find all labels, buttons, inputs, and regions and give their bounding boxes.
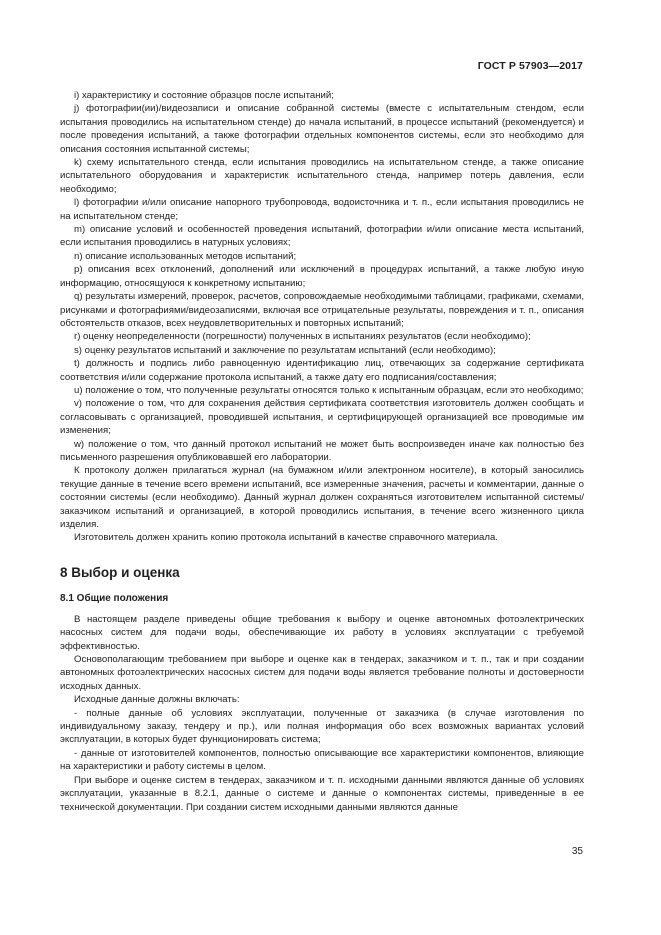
list-item: s) оценку результатов испытаний и заключение по результатам испытаний (если необходимо); (74, 344, 496, 356)
list-item: u) положение о том, что полученные результаты относятся только к испытанным образцам, если это необходимо; (74, 384, 584, 396)
list-item: n) описание использованных методов испытаний; (74, 250, 297, 262)
document-body (60, 89, 584, 814)
standard-code: ГОСТ Р 57903—2017 (477, 60, 583, 72)
journal-paragraph: К протоколу должен прилагаться журнал (на бумажном и/или электронном носителе), в который заносились текущие данные в течение всего времени испытаний, все измеренные значения, расчеты и комментарии, данные о состоянии системы (если необходимо). Данный журнал должен сохраняться изготовителем испытанной системы/заказчиком испытаний и организацией, в которой проводились испытания, в течение всего жизненного цикла изделия. (60, 465, 584, 530)
subsection-heading: 8.1 Общие положения (60, 592, 169, 604)
section-heading: 8 Выбор и оценка (60, 564, 180, 580)
journal-paragraph: Изготовитель должен хранить копию протокола испытаний в качестве справочного материала. (74, 532, 498, 544)
list-item: i) характеристику и состояние образцов после испытаний; (74, 90, 334, 101)
list-item: w) положение о том, что данный протокол испытаний не может быть воспроизведен иначе как полностью без письменного разрешения опубликовавшей его лаборатории. (60, 438, 584, 463)
body-paragraph: Основополагающим требованием при выборе и оценке как в тендерах, заказчиком и т. п., так и при создании автономных фотоэлектрических насосных систем для подачи воды является требование полноты и достоверности исходных данных. (60, 654, 584, 692)
body-paragraph: При выборе и оценке систем в тендерах, заказчиком и т. п. исходными данными являются данные об условиях эксплуатации, указанные в 8.2.1, данные о системе и данные о компонентах системы, приведенные в ее технической документации. При создании систем исходными данными являются данные (60, 774, 584, 813)
body-paragraph: В настоящем разделе приведены общие требования к выбору и оценке автономных фотоэлектрических насосных систем для подачи воды, обеспечивающие их работу в условиях эксплуатации с требуемой эффективностью. (60, 613, 584, 652)
list-item: p) описания всех отклонений, дополнений или исключений в процедурах испытаний, а также любую иную информацию, относящуюся к конкретному испытанию; (60, 264, 584, 289)
requirements-list (60, 89, 584, 464)
list-item: k) схему испытательного стенда, если испытания проводились на испытательном стенде, а также описание испытательного оборудования и характеристик испытательного стенда, например потерь давления, если необходимо; (60, 157, 584, 195)
list-item: m) описание условий и особенностей проведения испытаний, фотографии и/или описание места испытаний, если испытания проводились в натурных условиях; (60, 224, 584, 249)
page-number: 35 (571, 846, 583, 857)
dash-list-item: - полные данные об условиях эксплуатации, полученные от заказчика (в случае изготовления по индивидуальному заказу, тендеру и пр.), или полная информация обо всех возможных вариантах условий эксплуатации, в которых будет функционировать система; (60, 707, 584, 746)
list-item: j) фотографии(ии)/видеозаписи и описание собранной системы (вместе с испытательным стендом, если испытания проводились на испытательном стенде) до начала испытаний, в процессе испытаний (рекомендуется) и после проведения испытаний, а также фотографии отдельных компонентов системы, если это необходимо для описания состояния испытанной системы; (60, 103, 584, 155)
body-paragraph: Исходные данные должны включать: (74, 694, 240, 706)
list-item: q) результаты измерений, проверок, расчетов, сопровождаемые необходимыми таблицами, графиками, схемами, рисунками и фотографиями/видеозаписями, включая все отрицательные результаты, повреждения и т. п., описания обстоятельств отказов, всех неудовлетворительных и повторных испытаний; (60, 291, 584, 329)
list-item: l) фотографии и/или описание напорного трубопровода, водоисточника и т. п., если испытания проводились не на испытательном стенде; (60, 197, 584, 222)
dash-list-item: - данные от изготовителей компонентов, полностью описывающие все характеристики компонентов, влияющие на характеристики и работу системы в целом. (60, 747, 584, 773)
list-item: r) оценку неопределенности (погрешности) полученных в испытаниях результатов (если необходимо); (74, 331, 531, 343)
list-item: v) положение о том, что для сохранения действия сертификата соответствия изготовитель должен сообщать и согласовывать с организацией, проводившей испытания, и сертифицирующей организацией все проводимые им изменения; (60, 398, 584, 437)
list-item: t) должность и подпись либо равноценную идентификацию лиц, отвечающих за содержание сертификата соответствия и/или содержание протокола испытаний, а также дату его подписания/составления; (60, 358, 584, 383)
